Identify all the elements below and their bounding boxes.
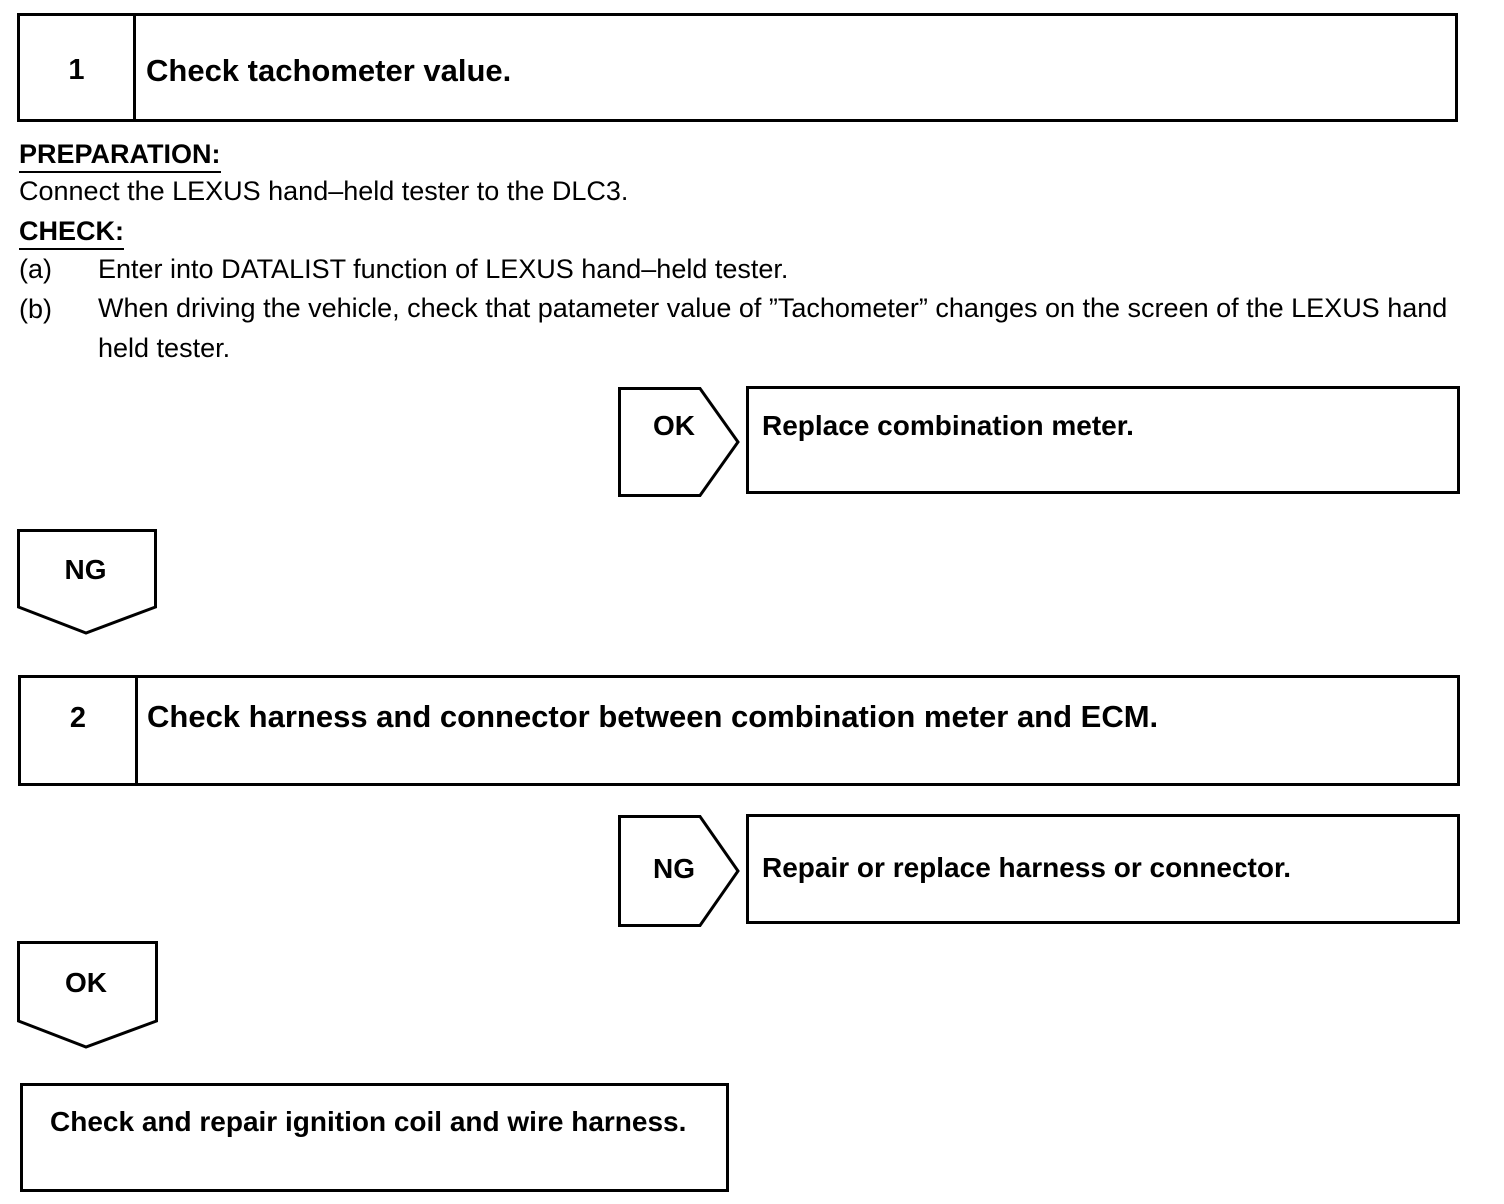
step-2-number: 2	[69, 702, 87, 734]
final-action-text: Check and repair ignition coil and wire harness.	[50, 1106, 687, 1137]
ok-result-1-action: Replace combination meter.	[762, 410, 1134, 441]
ok-arrow-1-label: OK	[653, 410, 695, 441]
check-item-a-text: Enter into DATALIST function of LEXUS hand–held tester.	[98, 254, 789, 284]
step-2-box	[18, 675, 1460, 786]
step-1-number: 1	[68, 54, 85, 86]
check-item-b-text: When driving the vehicle, check that patameter value of ”Tachometer” changes on the screen of the LEXUS hand held tester.	[98, 293, 1448, 363]
ok-down-arrow-2-label: OK	[65, 967, 107, 998]
step-2-number-cell	[21, 678, 138, 783]
ng-arrow-2-label: NG	[653, 853, 695, 884]
step-1-title: Check tachometer value.	[146, 53, 512, 88]
step-2-title: Check harness and connector between combination meter and ECM.	[147, 699, 1159, 734]
preparation-text: Connect the LEXUS hand–held tester to the DLC3.	[19, 176, 629, 206]
preparation-label: PREPARATION:	[19, 139, 221, 169]
ok-arrow-1-shape	[618, 387, 744, 497]
step-1-box	[17, 13, 1458, 122]
ng-result-2-action: Repair or replace harness or connector.	[762, 852, 1292, 883]
ng-down-arrow-1-label: NG	[64, 554, 107, 585]
check-item-a-marker: (a)	[19, 254, 52, 284]
check-item-b-marker: (b)	[19, 294, 52, 324]
check-label: CHECK:	[19, 216, 124, 246]
step-1-number-cell	[20, 16, 136, 119]
